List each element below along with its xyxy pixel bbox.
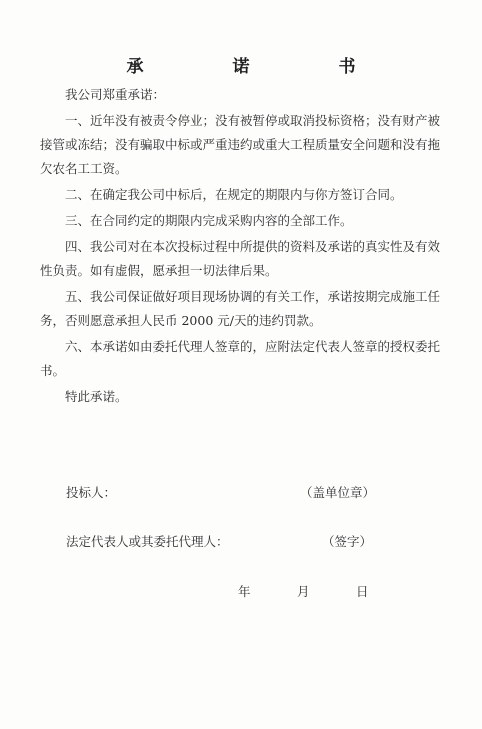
- bidder-seal-note: （盖单位章）: [300, 485, 376, 500]
- date-year: 年: [238, 584, 251, 599]
- commitment-item-2: 二、在确定我公司中标后，在规定的期限内与你方签订合同。: [65, 187, 403, 202]
- commitment-item-3: 三、在合同约定的期限内完成采购内容的全部工作。: [65, 213, 353, 228]
- bidder-label: 投标人：: [66, 485, 117, 500]
- commitment-item-6: 六、本承诺如由委托代理人签章的，应附法定代表人签章的授权委托书。: [40, 339, 441, 378]
- document-title: 承 诺 书: [126, 57, 392, 77]
- commitment-item-1: 一、近年没有被责令停业；没有被暂停或取消投标资格；没有财产被接管或冻结；没有骗取中标或严重违约或重大工程质量安全问题和没有拖欠农名工工资。: [40, 113, 441, 176]
- date-month: 月: [297, 584, 310, 599]
- legal-rep-sign-note: （签字）: [322, 534, 373, 549]
- commitment-item-5: 五、我公司保证做好项目现场协调的有关工作，承诺按期完成施工任务，否则愿意承担人民币 2000 元/天的违约罚款。: [40, 289, 441, 328]
- document-body: [40, 83, 445, 409]
- legal-rep-label: 法定代表人或其委托代理人：: [66, 534, 229, 549]
- date-day: 日: [356, 584, 369, 599]
- commitment-item-4: 四、我公司对在本次投标过程中所提供的资料及承诺的真实性及有效性负责。如有虚假，愿承担一切法律后果。: [40, 239, 441, 278]
- intro-line: 我公司郑重承诺：: [65, 87, 166, 102]
- closing-line: 特此承诺。: [65, 389, 128, 404]
